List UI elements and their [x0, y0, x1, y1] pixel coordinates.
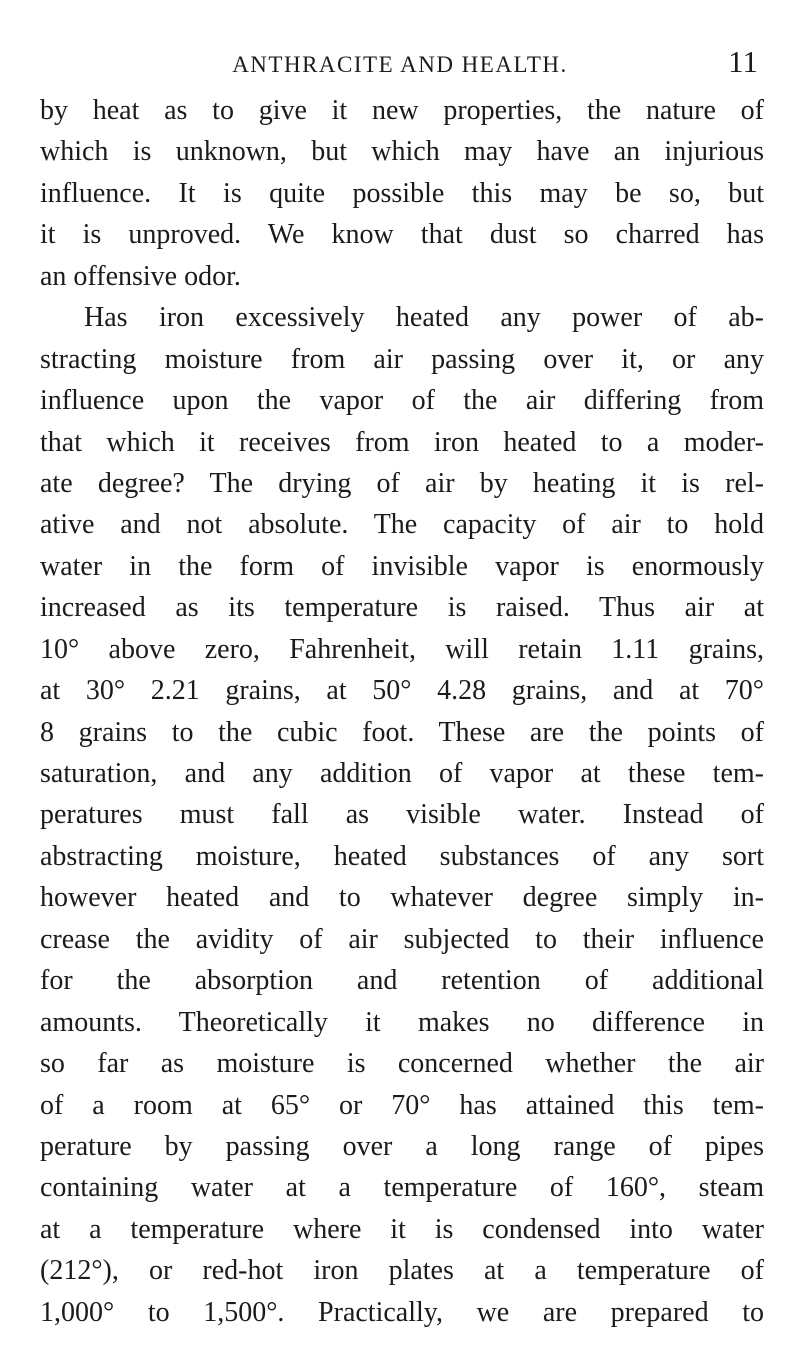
text-line: influence. It is quite possible this may be so, but [40, 177, 764, 209]
text-line: 1,000° to 1,500°. Practically, we are prepared to [40, 1296, 764, 1328]
text-line: ate degree? The drying of air by heating it is rel- [40, 467, 764, 499]
text-line: that which it receives from iron heated to a moder- [40, 426, 764, 458]
text-line: peratures must fall as visible water. Instead of [40, 799, 764, 831]
text-line: at 30° 2.21 grains, at 50° 4.28 grains, and at 70° [40, 675, 764, 707]
text-line: perature by passing over a long range of pipes [40, 1130, 764, 1162]
text-line: (212°), or red-hot iron plates at a temperature of [40, 1255, 764, 1287]
text-line: for the absorption and retention of additional [40, 965, 764, 997]
text-line: abstracting moisture, heated substances of any sort [40, 840, 764, 872]
text-line: it is unproved. We know that dust so charred has [40, 219, 764, 251]
running-head: ANTHRACITE AND HEALTH. [232, 52, 568, 77]
text-line: an offensive odor. [40, 260, 241, 292]
text-line: 8 grains to the cubic foot. These are the points of [40, 716, 764, 748]
text-line: 10° above zero, Fahrenheit, will retain 1.11 grains, [40, 633, 764, 665]
page-number: 11 [728, 44, 758, 79]
text-line: by heat as to give it new properties, the nature of [40, 95, 764, 126]
text-line: influence upon the vapor of the air differing from [40, 385, 764, 417]
text-line: water in the form of invisible vapor is enormously [40, 550, 764, 582]
text-line: so far as moisture is concerned whether the air [40, 1048, 764, 1080]
text-line: amounts. Theoretically it makes no difference in [40, 1006, 764, 1038]
text-line: saturation, and any addition of vapor at these tem- [40, 758, 764, 789]
text-line: increased as its temperature is raised. Thus air at [40, 592, 764, 624]
text-line: however heated and to whatever degree simply in- [40, 882, 764, 914]
text-line: at a temperature where it is condensed into water [40, 1213, 764, 1245]
text-line: Has iron excessively heated any power of ab- [84, 302, 764, 334]
text-line: stracting moisture from air passing over it, or any [40, 343, 764, 375]
text-line: of a room at 65° or 70° has attained this tem- [40, 1089, 764, 1121]
text-line: ative and not absolute. The capacity of air to hold [40, 509, 764, 541]
text-line: which is unknown, but which may have an injurious [40, 136, 764, 168]
text-line: containing water at a temperature of 160°, steam [40, 1172, 764, 1204]
body-text [40, 90, 764, 1333]
text-line: crease the avidity of air subjected to their influence [40, 923, 764, 955]
